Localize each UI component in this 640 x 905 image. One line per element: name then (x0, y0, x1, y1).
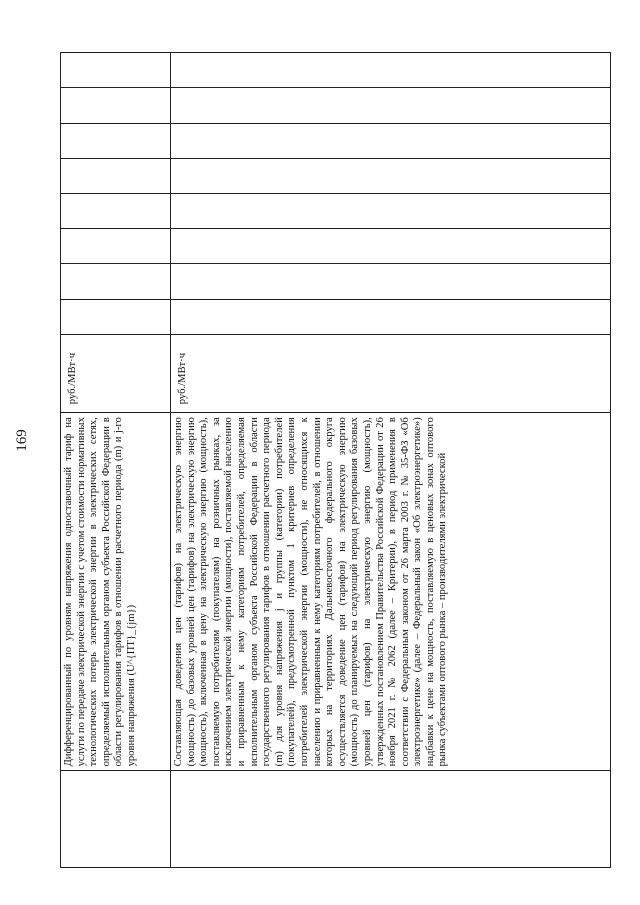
value-cell (61, 158, 171, 193)
row-empty-cell (171, 771, 611, 868)
row-description-cell (61, 413, 171, 771)
value-cell (171, 193, 611, 228)
row-description-cell (171, 413, 611, 771)
value-cell (61, 193, 171, 228)
row-description-text: Составляющая доведения цен (тарифов) на электрическую энергию (мощность) до базовых уровней цен (тарифов) на электрическую энергию (мощность), включенная в цену на электрическую энергию (мощность), поставляемую потребителям (покупателям) на розничных рынках, за исключением электрической энергии (мощности), поставляемой населению и приравненным к нему категориям потребителей, определяемая исполнительным органом субъекта Российской Федерации в области государственного регулирования тарифов в отношении расчетного периода (m) для уровня напряжения j и группы (категории) потребителей (покупателей), предусмотренной пунктом 1 критериев определения потребителей электрической энергии (мощности), не относящихся к населению и приравненным к нему категориям потребителей, в отношении которых на территориях Дальневосточного федерального округа осуществляется доведение цен (тарифов) на электрическую энергию (мощность) до планируемых на следующий период регулирования базовых уровней цен (тарифов) на электрическую энергию (мощность), утвержденных постановлением Правительства Российской Федерации от 26 ноября 2021 г. № 2062 (далее – Критерии), в период применения в соответствии с Федеральным законом от 26 марта 2003 г. № 35-ФЗ «Об электроэнергетике» (далее – Федеральный закон «Об электроэнергетике») надбавки к цене на мощность, поставляемую в ценовых зонах оптового рынка субъектами оптового рынка – производителями электрической (173, 417, 449, 767)
page-number: 169 (13, 429, 30, 452)
value-cell (171, 158, 611, 193)
value-cell (61, 299, 171, 334)
row-empty-cell (61, 771, 171, 868)
value-cell (61, 264, 171, 299)
row-unit-cell (61, 334, 171, 412)
row-unit-cell (171, 334, 611, 412)
row-unit-text: руб./МВт·ч (177, 352, 188, 405)
tariff-table-region (60, 52, 610, 868)
value-cell (171, 299, 611, 334)
value-cell (171, 123, 611, 158)
tariff-table (60, 52, 611, 868)
value-cell (61, 123, 171, 158)
table-row (171, 53, 611, 868)
value-cell (171, 88, 611, 123)
row-description-text: Дифференцированный по уровням напряжения одноставочный тариф на услуги по передаче электрической энергии с учетом стоимости нормативных технологических потерь электрической энергии в электрических сетях, определяемый исполнительным органом субъекта Российской Федерации в области регулирования тарифов в отношении расчетного периода (m) и j-го уровня напряжения (U^{ПТ}_{jm}) (63, 417, 137, 767)
value-cell (61, 88, 171, 123)
row-unit-text: руб./МВт·ч (67, 352, 78, 405)
table-row (61, 53, 171, 868)
value-cell (171, 264, 611, 299)
value-cell (171, 53, 611, 88)
value-cell (171, 229, 611, 264)
value-cell (61, 229, 171, 264)
value-cell (61, 53, 171, 88)
